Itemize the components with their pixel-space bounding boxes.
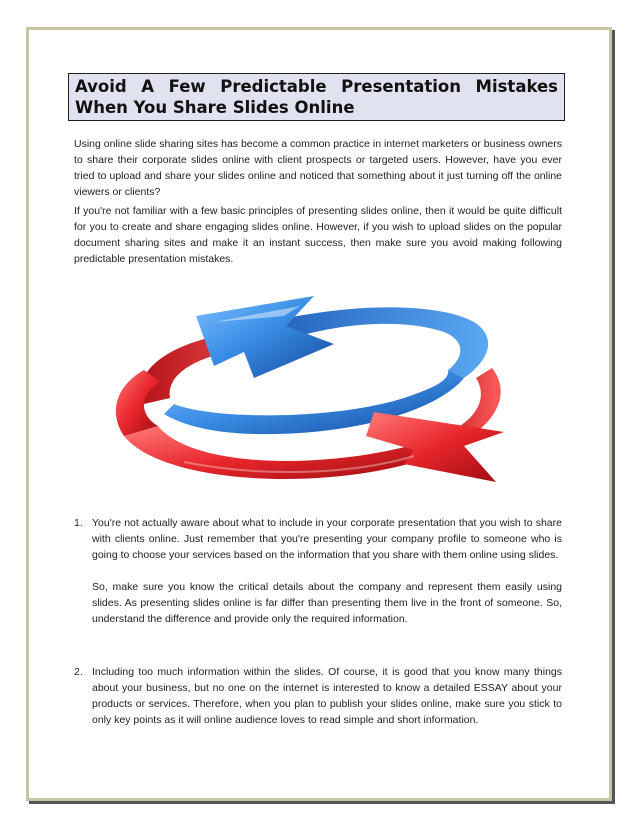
circular-arrows-icon (104, 286, 532, 496)
list-number: 2. (74, 666, 83, 678)
title-line-2: When You Share Slides Online (75, 98, 355, 117)
title-line-1: Avoid A Few Predictable Presentation Mistakes (75, 77, 558, 96)
list-item-1-paragraph-1: You're not actually aware about what to include in your corporate presentation that you wish to share with clients online. Just remember that you're presenting your company profile to someone who is going to choose your services based on the information that you share with them online using slides. (92, 517, 562, 561)
intro-paragraph-2: If you're not familiar with a few basic principles of presenting slides online, then it would be quite difficult for you to create and share engaging slides online. However, if you wish to upload slides on the popular document sharing sites and make it an instant success, then make sure you avoid making following predictable presentation mistakes. (74, 205, 562, 265)
list-item-1-paragraph-2: So, make sure you know the critical details about the company and represent them easily using slides. As presenting slides online is far differ than presenting them live in the front of someone. So, understand the difference and provide only the required information. (92, 581, 562, 625)
list-item-2-paragraph-1: Including too much information within the slides. Of course, it is good that you know many things about your business, but no one on the internet is interested to know a detailed ESSAY about your products or services. Therefore, when you plan to publish your slides online, make sure you stick to only key points as it will online audience loves to read simple and short information. (92, 666, 562, 726)
list-item-1 (74, 515, 562, 627)
intro-paragraph-1: Using online slide sharing sites has become a common practice in internet marketers or business owners to share their corporate slides online with client prospects or targeted users. However, have you ever tried to upload and share your slides online and noticed that something about it just turning off the online viewers or clients? (74, 138, 562, 198)
list-number: 1. (74, 517, 83, 529)
list-item-2 (74, 664, 562, 728)
document-title (68, 73, 565, 121)
